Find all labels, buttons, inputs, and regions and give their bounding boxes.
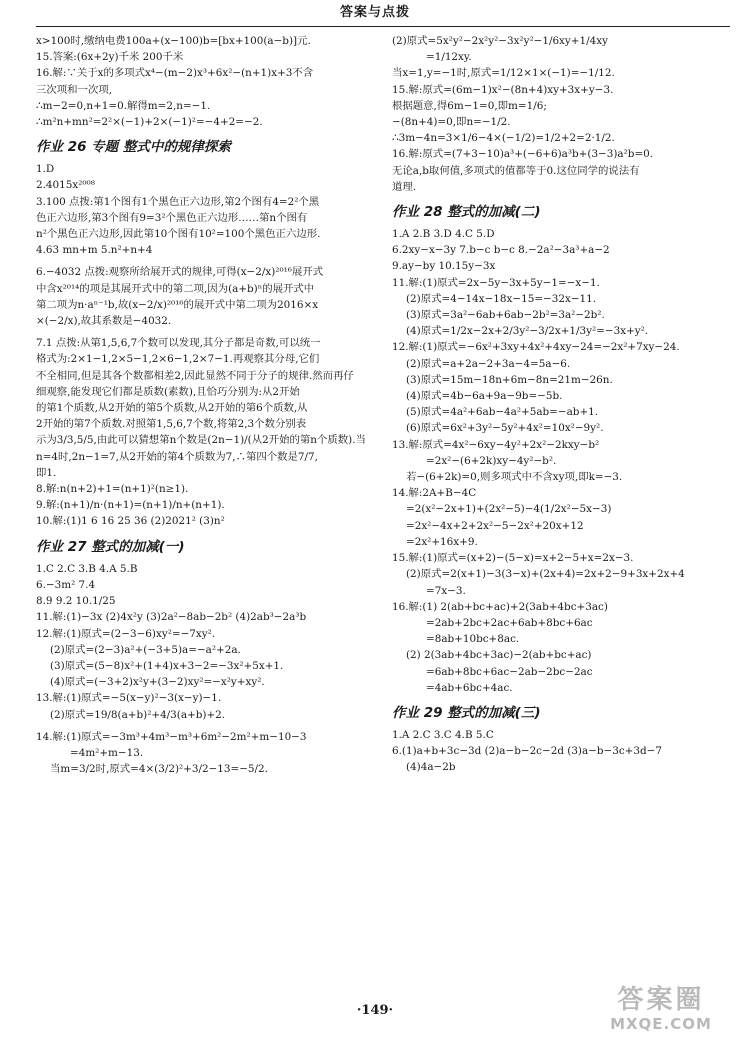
answer-line: =2ab+2bc+2ac+6ab+8bc+6ac (426, 616, 593, 629)
answer-line: 第二项为n·aⁿ⁻¹b,故(x−2/x)²⁰¹⁶的展开式中第二项为2016×x (36, 298, 319, 311)
page-number: ·149· (356, 1003, 394, 1018)
answer-line: 当m=3/2时,原式=4×(3/2)²+3/2−13=−5/2. (50, 763, 268, 776)
watermark-logo (586, 985, 736, 1037)
answer-line: 14.解:(1)原式=−3m³+4m³−m³+6m²−2m²+m−10−3 (36, 730, 307, 743)
answer-line: ∴m²n+mn²=2²×(−1)+2×(−1)²=−4+2=−2. (36, 116, 263, 129)
answer-line: 三次项和一次项, (36, 83, 113, 96)
answer-line: 的第1个质数,从2开始的第5个质数,从2开始的第6个质数,从 (36, 402, 308, 415)
answer-line: 13.解:(1)原式=−5(x−y)²−3(x−y)−1. (36, 692, 222, 705)
answer-line: 根据题意,得6m−1=0,即m=1/6; (392, 99, 547, 112)
right-column (392, 33, 730, 776)
answer-line: 6.−4032 点拨:观察所给展开式的规律,可得(x−2/x)²⁰¹⁶展开式 (36, 266, 324, 279)
answer-line: (2)原式=5x²y²−2x²y²−3x²y²−1/6xy+1/4xy (392, 35, 608, 47)
answer-line: 14.解:2A+B−4C (392, 487, 477, 500)
answer-line: x>100时,缴纳电费100a+(x−100)b=[bx+100(a−b)]元. (36, 35, 311, 47)
answer-line: 11.解:(1)原式=2x−5y−3x+5y−1=−x−1. (392, 276, 600, 289)
answer-line: (4)原式=1/2x−2x+2/3y²−3/2x+1/3y²=−3x+y². (406, 325, 649, 338)
watermark-main: 答案圈 (617, 985, 705, 1015)
answer-line: 示为3/3,5/5,由此可以猜想第n个数是(2n−1)/(从2开始的第n个质数).当 (36, 434, 366, 447)
answer-line: 11.解:(1)−3x (2)4x²y (3)2a²−8ab−2b² (4)2ab³−2a³b (36, 611, 307, 624)
answer-line: 3.100 点拨:第1个图有1个黑色正六边形,第2个图有4=2²个黑 (36, 195, 320, 208)
answer-line: n²个黑色正六边形,因此第10个图有10²=100个黑色正六边形. (36, 228, 321, 241)
answer-line: (2)原式=2(x+1)−3(3−x)+(2x+4)=2x+2−9+3x+2x+4 (406, 568, 685, 581)
answer-line: 6.(1)a+b+3c−3d (2)a−b−2c−2d (3)a−b−3c+3d−7 (392, 745, 662, 758)
answer-line: 16.解:原式=(7+3−10)a³+(−6+6)a³b+(3−3)a²b=0. (392, 148, 654, 161)
answer-line: =8ab+10bc+8ac. (426, 633, 520, 646)
section-heading: 作业 26 专题 整式中的规律探索 (36, 139, 231, 156)
answer-line: =2x²+16x+9. (406, 535, 478, 548)
answer-line: 12.解:(1)原式=(2−3−6)xy²=−7xy². (36, 627, 216, 640)
answer-line: =6ab+8bc+6ac−2ab−2bc−2ac (426, 665, 593, 678)
header-rule (36, 26, 730, 27)
answer-line: (5)原式=4a²+6ab−4a²+5ab=−ab+1. (406, 406, 599, 419)
answer-line: 1.D (36, 163, 55, 176)
answer-line: 4.63 mn+m 5.n²+n+4 (36, 244, 153, 257)
answer-line: 6.2xy−x−3y 7.b−c b−c 8.−2a²−3a³+a−2 (392, 244, 610, 257)
answer-line: 13.解:原式=4x²−6xy−4y²+2x²−2kxy−b² (392, 438, 600, 451)
answer-line: 中含x²⁰¹⁴的项是其展开式中的第二项,因为(a+b)ⁿ的展开式中 (36, 282, 315, 295)
watermark-sub: MXQE.COM (610, 1015, 712, 1033)
answer-line: 无论a,b取何值,多项式的值都等于0.这位同学的说法有 (392, 164, 640, 177)
answer-line: =4m²+m−13. (70, 746, 144, 759)
answer-line: 2开始的第7个质数.对照第1,5,6,7个数,将第2,3个数分别表 (36, 418, 307, 431)
answer-line: ∴3m−4n=3×1/6−4×(−1/2)=1/2+2=2·1/2. (392, 132, 615, 145)
section-heading: 作业 28 整式的加减(二) (392, 204, 541, 221)
answer-line: 道理. (392, 180, 417, 193)
answer-line: =1/12xy. (426, 51, 472, 64)
answer-line: =7x−3. (426, 584, 466, 597)
answer-line: 1.A 2.B 3.D 4.C 5.D (392, 228, 495, 241)
answer-line: 16.解:∵关于x的多项式x⁴−(m−2)x³+6x²−(n+1)x+3不含 (36, 67, 314, 80)
answer-line: =2(x²−2x+1)+(2x²−5)−4(1/2x²−5x−3) (406, 503, 612, 516)
answer-line: (4)原式=(−3+2)x²y+(3−2)xy²=−x²y+xy². (50, 676, 265, 689)
answer-line: 12.解:(1)原式=−6x²+3xy+4x²+4xy−24=−2x²+7xy−24. (392, 341, 680, 354)
answer-line: 7.1 点拨:从第1,5,6,7个数可以发现,其分子都是奇数,可以统一 (36, 337, 321, 350)
answer-line: (6)原式=6x²+3y²−5y²+4x²=10x²−9y². (406, 422, 604, 435)
answer-line: (3)原式=3a²−6ab+6ab−2b²=3a²−2b². (406, 309, 605, 322)
answer-line: (3)原式=(5−8)x²+(1+4)x+3−2=−3x²+5x+1. (50, 659, 284, 672)
answer-line: =2x²−(6+2k)xy−4y²−b². (426, 454, 557, 467)
answer-line: =4ab+6bc+4ac. (426, 681, 513, 694)
answer-line: 色正六边形,第3个图有9=3²个黑色正六边形……第n个图有 (36, 211, 308, 224)
answer-line: =2x²−4x+2+2x²−5−2x²+20x+12 (406, 519, 584, 532)
answer-line: 当x=1,y=−1时,原式=1/12×1×(−1)=−1/12. (392, 67, 615, 80)
section-heading: 作业 27 整式的加减(一) (36, 538, 185, 555)
answer-line: 2.4015x²⁰⁰⁸ (36, 179, 95, 192)
answer-line: (3)原式=15m−18n+6m−8n=21m−26n. (406, 373, 613, 386)
answer-line: (2) 2(3ab+4bc+3ac)−2(ab+bc+ac) (406, 649, 592, 662)
page-header: 答案与点拨 (339, 5, 410, 20)
answer-line: 9.解:(n+1)/n·(n+1)=(n+1)/n+(n+1). (36, 499, 225, 512)
answer-line: −(8n+4)=0,即n=−1/2. (392, 116, 511, 129)
answer-line: 15.解:(1)原式=(x+2)−(5−x)=x+2−5+x=2x−3. (392, 552, 634, 565)
answer-line: 16.解:(1) 2(ab+bc+ac)+2(3ab+4bc+3ac) (392, 600, 608, 613)
answer-line: 若−(6+2k)=0,则多项式中不含xy项,即k=−3. (406, 471, 623, 484)
answer-line: 8.解:n(n+2)+1=(n+1)²(n≥1). (36, 483, 189, 496)
answer-line: (2)原式=19/8(a+b)²+4/3(a+b)+2. (50, 708, 226, 721)
left-column (36, 33, 376, 777)
answer-line: 即1. (36, 466, 57, 479)
answer-line: (2)原式=(2−3)a²+(−3+5)a=−a²+2a. (50, 643, 241, 656)
answer-line: 格式为:2×1−1,2×5−1,2×6−1,2×7−1.再观察其分母,它们 (36, 353, 320, 366)
answer-line: (4)4a−2b (406, 761, 456, 774)
answer-line: ∴m−2=0,n+1=0.解得m=2,n=−1. (36, 99, 211, 112)
answer-line: 15.解:原式=(6m−1)x²−(8n+4)xy+3x+y−3. (392, 83, 614, 96)
answer-line: ×(−2/x),故其系数是−4032. (36, 315, 172, 328)
answer-line: 10.解:(1)1 6 16 25 36 (2)2021² (3)n² (36, 515, 225, 528)
answer-line: (2)原式=4−14x−18x−15=−32x−11. (406, 292, 597, 305)
answer-line: (4)原式=4b−6a+9a−9b=−5b. (406, 390, 563, 403)
answer-line: 不全相同,但是其各个数都相差2,因此显然不同于分子的规律.然而再仔 (36, 369, 354, 382)
answer-line: 9.ay−by 10.15y−3x (392, 260, 496, 273)
answer-line: n=4时,2n−1=7,从2开始的第4个质数为7,∴第四个数是7/7, (36, 450, 318, 463)
answer-line: (2)原式=a+2a−2+3a−4=5a−6. (406, 357, 571, 370)
answer-line: 1.A 2.C 3.C 4.B 5.C (392, 728, 494, 741)
answer-line: 6.−3m² 7.4 (36, 578, 96, 591)
answer-line: 8.9 9.2 10.1/25 (36, 595, 116, 608)
section-heading: 作业 29 整式的加减(三) (392, 704, 541, 721)
answer-line: 15.答案:(6x+2y)千米 200千米 (36, 51, 184, 64)
answer-line: 1.C 2.C 3.B 4.A 5.B (36, 562, 138, 575)
answer-line: 细观察,能发现它们都是质数(素数),且恰巧分别为:从2开始 (36, 385, 300, 398)
